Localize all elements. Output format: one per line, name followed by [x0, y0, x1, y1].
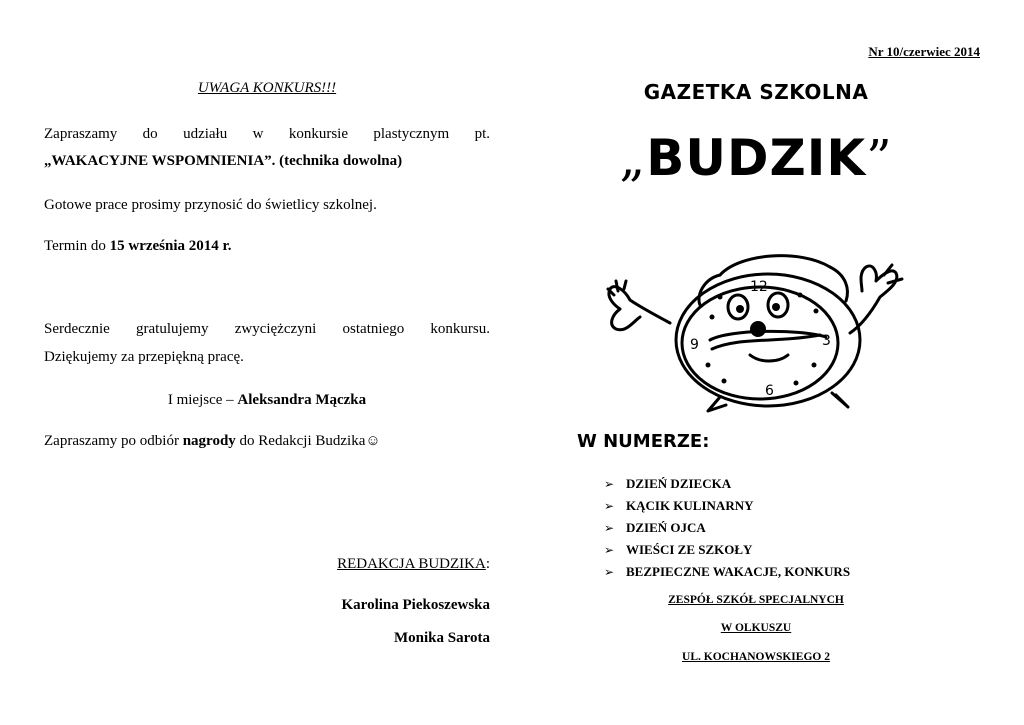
editor-name: Monika Sarota: [394, 630, 490, 646]
contest-heading: UWAGA KONKURS!!!: [197, 80, 337, 96]
arrow-bullet-icon: ➢: [604, 499, 615, 513]
issue-number: Nr 10/czerwiec 2014: [868, 44, 980, 59]
arrow-bullet-icon: ➢: [604, 543, 615, 557]
list-item: ➢ DZIEŃ OJCA: [604, 517, 850, 539]
list-item: ➢ WIEŚCI ZE SZKOŁY: [604, 539, 850, 561]
arrow-bullet-icon: ➢: [604, 477, 615, 491]
thanks-line: Dziękujemy za przepiękną pracę.: [44, 349, 244, 365]
deadline: Termin do 15 września 2014 r.: [44, 238, 232, 254]
arrow-bullet-icon: ➢: [604, 521, 615, 535]
winner: I miejsce – Aleksandra Mączka: [167, 392, 367, 408]
clock-number: 6: [765, 383, 774, 399]
editorial-title: REDAKCJA BUDZIKA:: [337, 556, 490, 572]
list-item: ➢ BEZPIECZNE WAKACJE, KONKURS: [604, 561, 850, 583]
in-issue-heading: W NUMERZE:: [577, 431, 710, 452]
school-city: W OLKUSZU: [720, 622, 792, 634]
clock-number: 3: [822, 333, 831, 349]
list-item: ➢ DZIEŃ DZIECKA: [604, 473, 850, 495]
editor-name: Karolina Piekoszewska: [341, 597, 490, 613]
congrats-line: Serdecznie gratulujemy zwyciężczyni ostatniego konkursu.: [44, 321, 490, 337]
list-item: ➢ KĄCIK KULINARNY: [604, 495, 850, 517]
newspaper-title: „BUDZIK”: [619, 129, 893, 187]
contest-name: „WAKACYJNE WSPOMNIENIA”. (technika dowolna): [44, 153, 403, 169]
table-of-contents: [604, 473, 850, 583]
arrow-bullet-icon: ➢: [604, 565, 615, 579]
newspaper-subtitle: GAZETKA SZKOLNA: [643, 80, 869, 104]
alarm-clock-icon: [600, 245, 910, 415]
clock-number: 12: [750, 279, 768, 295]
clock-number: 9: [690, 337, 699, 353]
school-address: UL. KOCHANOWSKIEGO 2: [682, 651, 830, 663]
prize-info: Zapraszamy po odbiór nagrody do Redakcji Budzika☺: [44, 433, 381, 449]
invite-line: Zapraszamy do udziału w konkursie plastycznym pt.: [44, 126, 490, 142]
school-name: ZESPÓŁ SZKÓŁ SPECJALNYCH: [668, 594, 844, 606]
deliver-info: Gotowe prace prosimy przynosić do świetlicy szkolnej.: [44, 197, 377, 213]
